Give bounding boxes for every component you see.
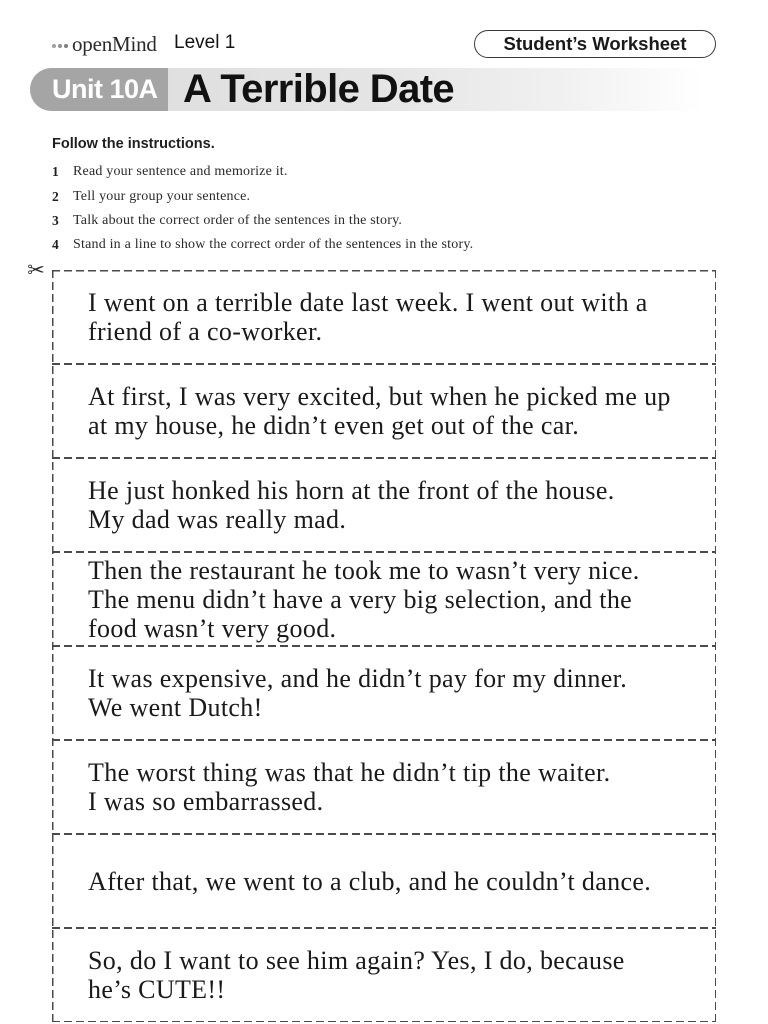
step-number: 4 (52, 237, 59, 253)
instruction-step (52, 233, 652, 257)
step-text: Talk about the correct order of the sentences in the story. (73, 212, 403, 228)
unit-label: Unit 10A (30, 68, 168, 111)
step-number: 1 (52, 164, 59, 180)
sentence-strip (52, 458, 716, 552)
step-text: Stand in a line to show the correct order of the sentences in the story. (73, 237, 474, 253)
strip-line: We went Dutch! (88, 693, 263, 722)
strip-line: I went on a terrible date last week. I went out with a (88, 288, 648, 317)
strip-line: he’s CUTE!! (88, 975, 226, 1004)
strip-line: So, do I want to see him again? Yes, I do, because (88, 946, 625, 975)
level-label: Level 1 (174, 32, 236, 53)
openmind-logo (52, 31, 157, 57)
strip-line: My dad was really mad. (88, 505, 347, 534)
strip-line: He just honked his horn at the front of the house. (88, 476, 615, 505)
strip-line: friend of a co-worker. (88, 317, 323, 346)
page-title: A Terrible Date (183, 67, 455, 111)
strip-line: Then the restaurant he took me to wasn’t very nice. (88, 555, 640, 585)
strip-line: After that, we went to a club, and he couldn’t dance. (88, 866, 652, 896)
strip-line: The worst thing was that he didn’t tip the waiter. (88, 758, 611, 787)
logo-text: openMind (72, 32, 157, 56)
sentence-strip (52, 646, 716, 740)
instruction-step (52, 184, 652, 208)
sentence-strip (52, 552, 716, 646)
strip-line: It was expensive, and he didn’t pay for my dinner. (88, 664, 628, 693)
cut-out-strips (52, 270, 716, 1022)
strip-line: food wasn’t very good. (88, 613, 337, 643)
step-text: Tell your group your sentence. (73, 188, 251, 204)
instructions-heading: Follow the instructions. (52, 136, 215, 152)
strip-line: At first, I was very excited, but when he picked me up (88, 382, 671, 411)
step-text: Read your sentence and memorize it. (73, 164, 288, 180)
worksheet-badge: Student’s Worksheet (474, 30, 716, 58)
step-number: 2 (52, 188, 59, 204)
strip-line: I was so embarrassed. (88, 787, 324, 816)
strip-line: at my house, he didn’t even get out of the car. (88, 411, 580, 440)
logo-dots-icon (52, 44, 70, 48)
strip-line: The menu didn’t have a very big selection, and the (88, 584, 633, 614)
instruction-step (52, 160, 652, 184)
sentence-strip (52, 270, 716, 364)
unit-title-bar (30, 68, 702, 111)
sentence-strip (52, 834, 716, 928)
sentence-strip (52, 364, 716, 458)
scissors-icon (23, 257, 49, 283)
sentence-strip (52, 740, 716, 834)
instructions-list (52, 160, 652, 258)
sentence-strip (52, 928, 716, 1022)
step-number: 3 (52, 212, 59, 228)
instruction-step (52, 209, 652, 233)
